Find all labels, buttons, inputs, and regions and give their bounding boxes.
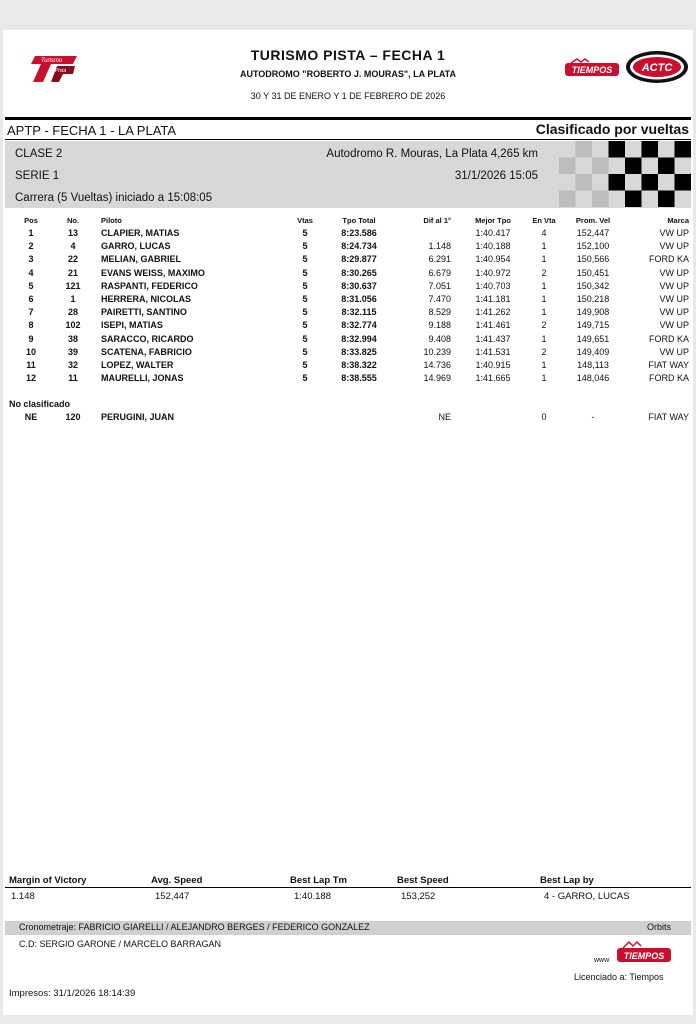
cell-driver: SARACCO, RICARDO [101, 333, 194, 344]
svg-text:TIEMPOS: TIEMPOS [571, 65, 613, 75]
cell-laps: 5 [302, 267, 308, 278]
cell-pos: 11 [26, 360, 36, 370]
cell-avg-speed: 148,046 [576, 373, 610, 384]
actc-logo [625, 50, 689, 84]
nc-cell-driver: PERUGINI, JUAN [101, 412, 175, 422]
cell-driver: PAIRETTI, SANTINO [101, 307, 187, 318]
cell-driver: MELIAN, GABRIEL [101, 254, 181, 265]
tiempos-footer-logo [615, 940, 673, 964]
cell-total-time: 8:30.265 [341, 267, 377, 278]
cell-laps: 5 [302, 360, 308, 370]
cell-avg-speed: 149,715 [576, 320, 610, 331]
cell-brand: FIAT WAY [648, 360, 689, 370]
cell-gap: 9.188 [428, 320, 451, 331]
header-vtas: Vtas [297, 216, 313, 225]
cell-number: 121 [65, 280, 81, 291]
cell-laps: 5 [302, 307, 308, 318]
cell-driver: ISEPI, MATIAS [101, 320, 163, 331]
header-tpo-total: Tpo Total [342, 216, 376, 225]
event-row [5, 120, 691, 140]
tiempos-logo [563, 58, 621, 78]
cell-best-lap-number: 2 [541, 267, 547, 278]
table-row [3, 360, 693, 373]
table-row [3, 334, 693, 347]
cell-best-lap-number: 2 [541, 320, 547, 331]
cell-best-lap: 1:40.703 [475, 280, 511, 291]
cell-gap: 14.736 [423, 360, 451, 370]
cell-number: 38 [67, 333, 78, 344]
header-piloto: Piloto [101, 216, 122, 225]
www-label: www [594, 957, 610, 964]
cell-laps: 5 [302, 228, 308, 238]
cell-avg-speed: 149,409 [576, 346, 610, 357]
cell-total-time: 8:32.774 [341, 320, 377, 331]
cell-best-lap: 1:40.954 [475, 254, 511, 265]
summary-header-margin-of-victory: Margin of Victory [9, 875, 87, 886]
svg-text:Turismo: Turismo [41, 58, 63, 64]
summary-value-best-lap-time: 1:40.188 [294, 891, 331, 902]
cell-best-lap-number: 1 [541, 254, 547, 265]
series-label: SERIE 1 [15, 170, 60, 182]
nc-cell-best-lap-number: 0 [541, 412, 547, 422]
cell-number: 22 [67, 254, 78, 265]
cell-laps: 5 [302, 373, 308, 384]
table-row [3, 268, 693, 281]
cell-gap: 9.408 [428, 333, 451, 344]
cell-gap: 10.239 [423, 346, 451, 357]
cell-number: 11 [68, 373, 78, 384]
cell-best-lap: 1:41.531 [475, 346, 511, 357]
cell-total-time: 8:32.115 [341, 307, 377, 318]
race-datetime: 31/1/2026 15:05 [454, 170, 538, 182]
cell-best-lap: 1:40.188 [475, 241, 511, 252]
cell-best-lap-number: 2 [541, 346, 547, 357]
cell-brand: VW UP [659, 267, 689, 278]
cell-best-lap-number: 1 [541, 373, 547, 384]
class-label: CLASE 2 [15, 148, 63, 160]
results-document [3, 30, 693, 1015]
cell-pos: 3 [28, 254, 34, 265]
table-row [3, 228, 693, 241]
cell-brand: FORD KA [648, 333, 689, 344]
cell-best-lap: 1:40.972 [475, 267, 511, 278]
table-row [3, 320, 693, 333]
cell-avg-speed: 150,218 [576, 294, 610, 304]
cell-gap: 6.291 [428, 254, 451, 265]
header-en-vta: En Vta [532, 216, 556, 225]
svg-text:Pista: Pista [55, 68, 67, 74]
cell-number: 13 [67, 228, 78, 238]
cell-best-lap-number: 1 [541, 333, 547, 344]
header-pos: Pos [24, 216, 38, 225]
cell-avg-speed: 149,908 [576, 307, 610, 318]
cell-avg-speed: 149,651 [576, 333, 610, 344]
header-dif: Dif al 1° [423, 216, 451, 225]
cell-pos: 2 [28, 241, 34, 252]
cell-pos: 6 [28, 294, 34, 304]
cell-best-lap: 1:41.181 [475, 294, 511, 304]
cell-pos: 1 [28, 228, 34, 238]
cell-number: 21 [67, 267, 78, 278]
table-row [3, 347, 693, 360]
cell-driver: EVANS WEISS, MAXIMO [101, 267, 205, 278]
nc-cell-brand: FIAT WAY [648, 412, 689, 422]
cell-total-time: 8:24.734 [341, 241, 377, 252]
event-name: APTP - FECHA 1 - LA PLATA [7, 123, 177, 138]
table-row [3, 254, 693, 267]
cell-brand: VW UP [659, 307, 689, 318]
cell-laps: 5 [302, 346, 308, 357]
cell-number: 28 [67, 307, 78, 318]
venue-subtitle: AUTODROMO "ROBERTO J. MOURAS", LA PLATA [239, 69, 457, 79]
summary-value-avg-speed: 152,447 [155, 891, 190, 902]
cell-driver: RASPANTI, FEDERICO [101, 280, 198, 291]
header-prom-vel: Prom. Vel [575, 216, 611, 225]
cell-total-time: 8:23.586 [341, 228, 377, 238]
cell-total-time: 8:33.825 [341, 346, 377, 357]
cell-driver: CLAPIER, MATIAS [101, 228, 180, 238]
header-mejor-tpo: Mejor Tpo [475, 216, 511, 225]
cell-best-lap: 1:41.437 [475, 333, 511, 344]
summary-value-best-lap-by: 4 - GARRO, LUCAS [544, 891, 630, 902]
cell-laps: 5 [302, 333, 308, 344]
cell-laps: 5 [302, 320, 308, 331]
cell-number: 102 [65, 320, 81, 331]
cell-brand: VW UP [659, 346, 689, 357]
cell-brand: VW UP [659, 228, 689, 238]
cell-best-lap: 1:40.915 [475, 360, 511, 370]
cell-best-lap-number: 1 [541, 307, 547, 318]
cell-brand: FORD KA [648, 373, 689, 384]
cell-driver: LOPEZ, WALTER [101, 360, 174, 370]
cell-total-time: 8:29.877 [341, 254, 377, 265]
race-start-label: Carrera (5 Vueltas) iniciado a 15:08:05 [15, 192, 213, 204]
cell-number: 32 [67, 360, 78, 370]
cell-total-time: 8:30.637 [341, 280, 377, 291]
cell-gap: 7.051 [428, 280, 451, 291]
cell-best-lap: 1:40.417 [475, 228, 511, 238]
event-rule [5, 139, 691, 140]
cell-driver: MAURELLI, JONAS [101, 373, 184, 384]
cell-number: 39 [67, 346, 78, 357]
directors-text: C.D: SERGIO GARONE / MARCELO BARRAGAN [19, 939, 222, 949]
cell-total-time: 8:32.994 [341, 333, 377, 344]
cell-pos: 8 [28, 320, 34, 331]
table-row [3, 241, 693, 254]
cell-pos: 10 [25, 346, 36, 357]
cell-best-lap: 1:41.665 [475, 373, 511, 384]
cell-avg-speed: 150,342 [576, 280, 610, 291]
cell-gap: 8.529 [428, 307, 451, 318]
nc-cell-gap: NE [438, 412, 451, 422]
nc-cell-pos: NE [24, 412, 38, 422]
cell-brand: FORD KA [648, 254, 689, 265]
cell-total-time: 8:38.555 [341, 373, 377, 384]
cell-avg-speed: 152,447 [576, 228, 610, 238]
cell-gap: 14.969 [423, 373, 451, 384]
header-no: No. [66, 216, 80, 225]
orbits-label: Orbits [646, 922, 671, 932]
table-row [3, 373, 693, 386]
cell-brand: VW UP [659, 241, 689, 252]
cell-gap: 7.470 [428, 294, 451, 304]
cell-best-lap-number: 1 [541, 241, 547, 252]
table-row [3, 307, 693, 320]
cell-brand: VW UP [659, 294, 689, 304]
classification-type: Clasificado por vueltas [535, 121, 689, 137]
cell-total-time: 8:31.056 [341, 294, 377, 304]
track-label: Autodromo R. Mouras, La Plata 4,265 km [326, 148, 538, 160]
cell-laps: 5 [302, 280, 308, 291]
cell-brand: VW UP [659, 320, 689, 331]
nc-cell-number: 120 [65, 412, 81, 422]
summary-value-best-speed: 153,252 [401, 891, 436, 902]
cell-best-lap: 1:41.262 [475, 307, 511, 318]
header-marca: Marca [667, 216, 689, 225]
cell-pos: 7 [28, 307, 34, 318]
summary-rule [5, 887, 691, 888]
nc-cell-avg-speed: - [591, 412, 595, 422]
cell-best-lap-number: 1 [541, 360, 547, 370]
checkered-flag-icon [559, 141, 691, 207]
cell-best-lap-number: 1 [541, 294, 547, 304]
cell-laps: 5 [302, 294, 308, 304]
cell-avg-speed: 150,566 [576, 254, 610, 265]
svg-text:ACTC: ACTC [641, 62, 673, 74]
cell-laps: 5 [302, 254, 308, 265]
cell-avg-speed: 150,451 [576, 267, 610, 278]
cell-laps: 5 [302, 241, 308, 252]
summary-header-avg-speed: Avg. Speed [151, 875, 203, 886]
summary-header-best-speed: Best Speed [397, 875, 449, 886]
cell-gap: 1.148 [428, 241, 451, 252]
cell-number: 4 [70, 241, 76, 252]
cronometraje-text: Cronometraje: FABRICIO GIARELLI / ALEJANDRO BERGES / FEDERICO GONZALEZ [19, 922, 370, 932]
cell-total-time: 8:38.322 [341, 360, 377, 370]
table-row [3, 281, 693, 294]
summary-header-best-lap-by: Best Lap by [540, 875, 594, 886]
cell-pos: 9 [28, 333, 34, 344]
cell-pos: 4 [28, 267, 34, 278]
cell-number: 1 [70, 294, 76, 304]
cell-brand: VW UP [659, 280, 689, 291]
cell-driver: SCATENA, FABRICIO [101, 346, 192, 357]
cell-driver: GARRO, LUCAS [101, 241, 171, 252]
summary-value-margin-of-victory: 1.148 [11, 891, 35, 902]
cell-avg-speed: 148,113 [577, 360, 609, 370]
no-clasificado-label: No clasificado [9, 399, 71, 409]
cell-best-lap-number: 1 [541, 280, 547, 291]
cell-best-lap: 1:41.461 [475, 320, 511, 331]
licensed-to: Licenciado a: Tiempos [574, 972, 664, 982]
document-title: TURISMO PISTA – FECHA 1 [250, 47, 446, 63]
cell-avg-speed: 152,100 [576, 241, 610, 252]
cell-pos: 5 [28, 280, 34, 291]
cell-driver: HERRERA, NICOLAS [101, 294, 192, 304]
cell-pos: 12 [25, 373, 36, 384]
summary-header-best-lap-time: Best Lap Tm [290, 875, 348, 886]
event-dates: 30 Y 31 DE ENERO Y 1 DE FEBRERO DE 2026 [250, 91, 446, 101]
svg-text:TIEMPOS: TIEMPOS [623, 951, 665, 961]
printed-timestamp: Impresos: 31/1/2026 18:14:39 [9, 988, 136, 999]
table-row [3, 294, 693, 307]
cell-gap: 6.679 [428, 267, 451, 278]
cell-best-lap-number: 4 [541, 228, 547, 238]
